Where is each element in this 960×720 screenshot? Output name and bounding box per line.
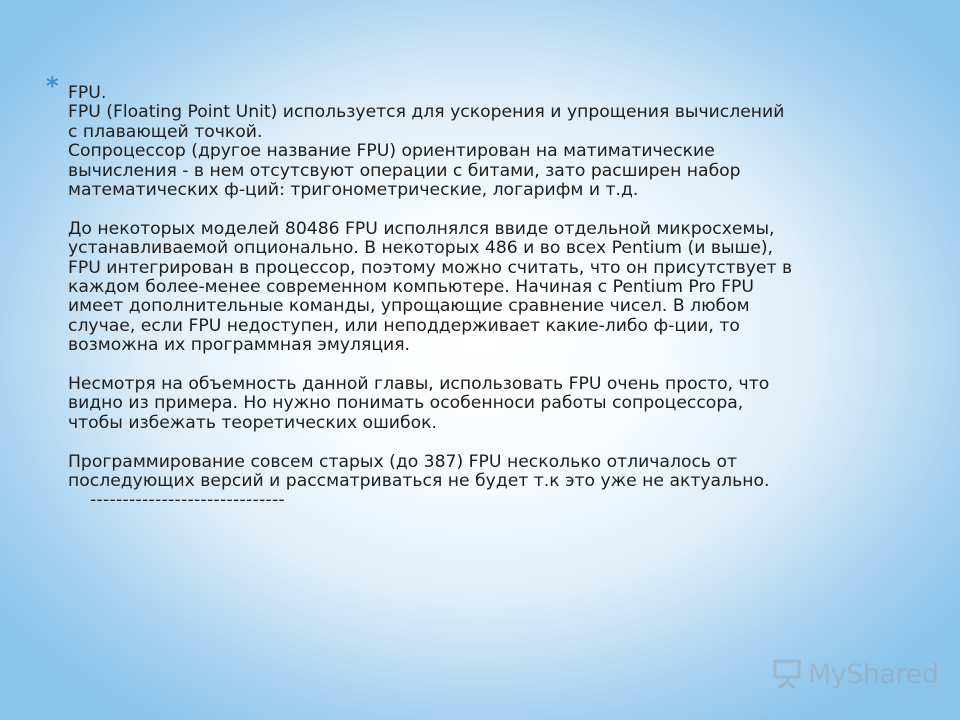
text-line: FPU (Floating Point Unit) используется для ускорения и упрощения вычислений — [68, 102, 785, 123]
text-line: с плавающей точкой. — [68, 121, 263, 142]
separator-dashes: ------------------------------ — [90, 490, 286, 511]
presentation-board-icon — [772, 658, 802, 690]
text-line: FPU. — [68, 83, 107, 103]
paragraph-fpu-history — [68, 220, 928, 356]
slide-text — [68, 84, 928, 511]
text-line: FPU интегрирован в процессор, поэтому можно считать, что он присутствует в — [68, 257, 793, 278]
text-line: Программирование совсем старых (до 387) FPU несколько отличалось от — [68, 451, 738, 472]
paragraph-fpu-usage — [68, 375, 928, 433]
watermark-text: MyShared — [808, 658, 939, 690]
text-line: вычисления - в нем отсутсвуют операции с битами, зато расширен набор — [68, 160, 741, 181]
paragraph-fpu-intro — [68, 84, 928, 200]
text-line: каждом более-менее современном компьютере. Начиная с Pentium Pro FPU — [68, 277, 754, 298]
text-line: случае, если FPU недоступен, или неподдерживает какие-либо ф-ции, то — [68, 315, 740, 336]
text-line: имеет дополнительные команды, упрощающие сравнение чисел. В любом — [68, 296, 750, 317]
text-line: чтобы избежать теоретических ошибок. — [68, 412, 437, 433]
text-line: устанавливаемой опционально. В некоторых 486 и во всех Pentium (и выше), — [68, 238, 774, 259]
text-line: Несмотря на объемность данной главы, использовать FPU очень просто, что — [68, 374, 770, 395]
blank-line — [68, 433, 928, 452]
paragraph-fpu-legacy — [68, 453, 928, 492]
text-line: математических ф-ций: тригонометрические, логарифм и т.д. — [68, 180, 639, 201]
text-line: возможна их программная эмуляция. — [68, 335, 410, 356]
text-line: последующих версий и рассматриваться не будет т.к это уже не актуально. — [68, 471, 770, 492]
text-line: видно из примера. Но нужно понимать особенноси работы сопроцессора, — [68, 393, 744, 414]
blank-line — [68, 200, 928, 219]
blank-line — [68, 356, 928, 375]
bullet-star-icon: * — [46, 72, 59, 100]
text-line: Сопроцессор (другое название FPU) ориентирован на матиматические — [68, 141, 715, 162]
text-line: До некоторых моделей 80486 FPU исполнялся ввиде отдельной микросхемы, — [68, 218, 775, 239]
myshared-watermark — [772, 656, 938, 692]
